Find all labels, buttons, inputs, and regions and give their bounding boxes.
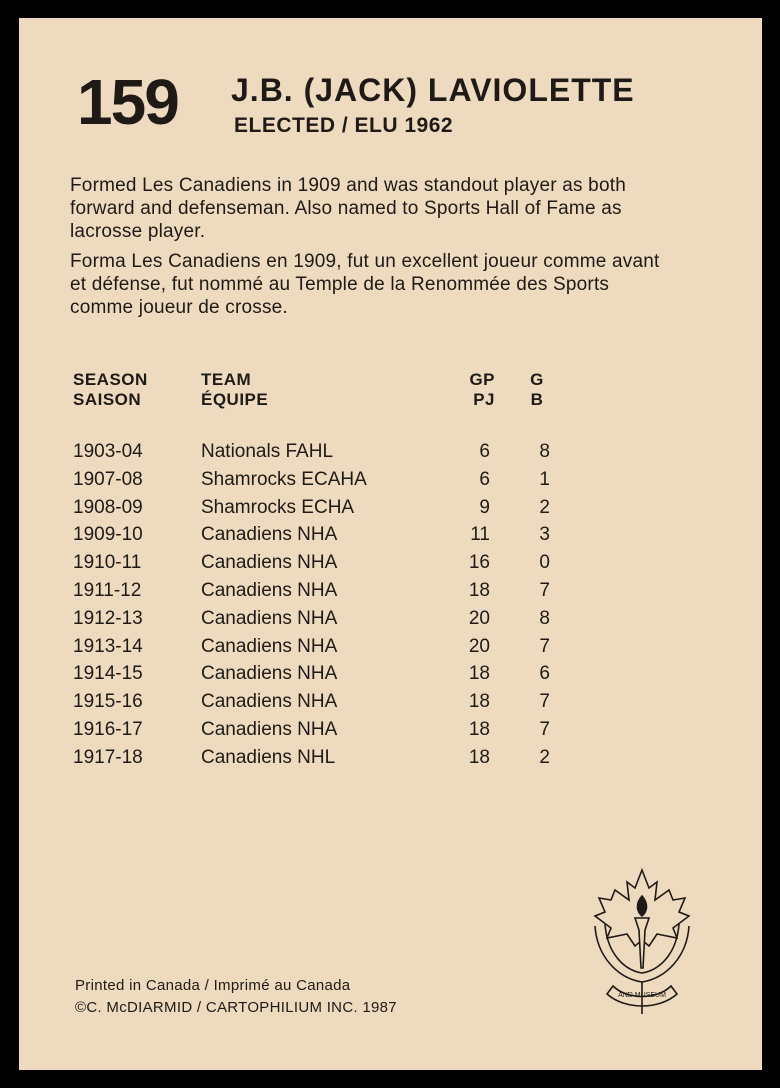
cell-g: 1	[539, 468, 550, 490]
table-row	[19, 607, 762, 635]
cell-team: Shamrocks ECAHA	[201, 468, 367, 490]
cell-team: Canadiens NHL	[201, 746, 336, 768]
cell-gp: 6	[479, 441, 490, 462]
cell-gp: 11	[470, 524, 490, 546]
header-gp-en: GP	[469, 370, 495, 389]
cell-team: Canadiens NHA	[201, 691, 338, 713]
cell-g: 6	[539, 663, 550, 685]
header-team-en: TEAM	[201, 370, 252, 389]
cell-g: 2	[539, 496, 550, 518]
cell-gp: 6	[479, 468, 490, 490]
hockey-hall-of-fame-logo-icon	[577, 866, 707, 1018]
table-row	[19, 635, 762, 663]
card-number: 159	[77, 66, 178, 138]
table-row	[19, 440, 762, 468]
copyright: ©C. McDIARMID / CARTOPHILIUM INC. 1987	[75, 999, 397, 1016]
header-gp	[463, 370, 495, 410]
header-g	[527, 370, 547, 410]
header-g-fr: B	[530, 390, 544, 409]
table-row	[19, 496, 762, 524]
cell-gp: 20	[468, 635, 490, 657]
cell-g: 7	[539, 719, 550, 740]
cell-g: 7	[539, 635, 550, 657]
cell-gp: 18	[468, 691, 490, 713]
cell-team: Canadiens NHA	[201, 663, 338, 685]
cell-gp: 20	[468, 607, 490, 629]
cell-season: 1911-12	[73, 580, 142, 601]
header-team-fr: ÉQUIPE	[201, 390, 269, 409]
table-row	[19, 690, 762, 718]
cell-gp: 18	[468, 719, 490, 740]
cell-g: 8	[539, 607, 550, 629]
table-row	[19, 523, 762, 551]
header-team	[201, 370, 268, 410]
cell-team: Canadiens NHA	[201, 552, 338, 574]
header-g-en: G	[530, 370, 544, 389]
cell-gp: 18	[468, 663, 490, 685]
cell-team: Canadiens NHA	[201, 524, 338, 546]
logo-bottom-text: AND MUSEUM	[618, 992, 666, 999]
cell-gp: 18	[468, 580, 490, 601]
cell-season: 1909-10	[73, 524, 143, 546]
cell-season: 1912-13	[73, 607, 143, 629]
cell-team: Canadiens NHA	[201, 580, 338, 601]
cell-team: Canadiens NHA	[201, 635, 338, 657]
header-season-fr: SAISON	[73, 390, 142, 409]
table-row	[19, 468, 762, 496]
cell-season: 1914-15	[73, 663, 143, 685]
table-row	[19, 551, 762, 579]
cell-g: 7	[539, 580, 550, 601]
cell-season: 1916-17	[73, 719, 143, 740]
cell-gp: 18	[468, 746, 490, 768]
table-row	[19, 579, 762, 607]
bio-english: Formed Les Canadiens in 1909 and was standout player as both forward and defenseman. Also named to Sports Hall of Fame as lacrosse player.	[70, 175, 626, 242]
printed-in: Printed in Canada / Imprimé au Canada	[75, 977, 351, 994]
cell-team: Nationals FAHL	[201, 441, 334, 462]
cell-season: 1913-14	[73, 635, 143, 657]
cell-season: 1907-08	[73, 468, 143, 490]
cell-g: 7	[539, 691, 550, 713]
cell-season: 1910-11	[73, 552, 142, 574]
cell-season: 1908-09	[73, 496, 143, 518]
cell-season: 1915-16	[73, 691, 143, 713]
cell-season: 1903-04	[73, 441, 143, 462]
cell-team: Shamrocks ECHA	[201, 496, 355, 518]
cell-gp: 16	[468, 552, 490, 574]
table-row	[19, 718, 762, 746]
elected-year: ELECTED / ELU 1962	[234, 114, 454, 137]
bio-french: Forma Les Canadiens en 1909, fut un excellent joueur comme avant et défense, fut nommé au Temple de la Renommée des Sports comme joueur de crosse.	[70, 251, 660, 318]
cell-g: 2	[539, 746, 550, 768]
header-season-en: SEASON	[73, 370, 148, 389]
cell-team: Canadiens NHA	[201, 719, 338, 740]
player-name: J.B. (JACK) LAVIOLETTE	[231, 72, 635, 108]
cell-g: 3	[539, 524, 550, 546]
card-back	[19, 18, 762, 1070]
header-gp-fr: PJ	[473, 390, 495, 409]
cell-gp: 9	[479, 496, 490, 518]
header-season	[73, 370, 148, 410]
table-row	[19, 662, 762, 690]
cell-g: 0	[539, 552, 550, 574]
cell-team: Canadiens NHA	[201, 607, 338, 629]
table-row	[19, 746, 762, 774]
cell-season: 1917-18	[73, 746, 143, 768]
cell-g: 8	[539, 441, 550, 462]
